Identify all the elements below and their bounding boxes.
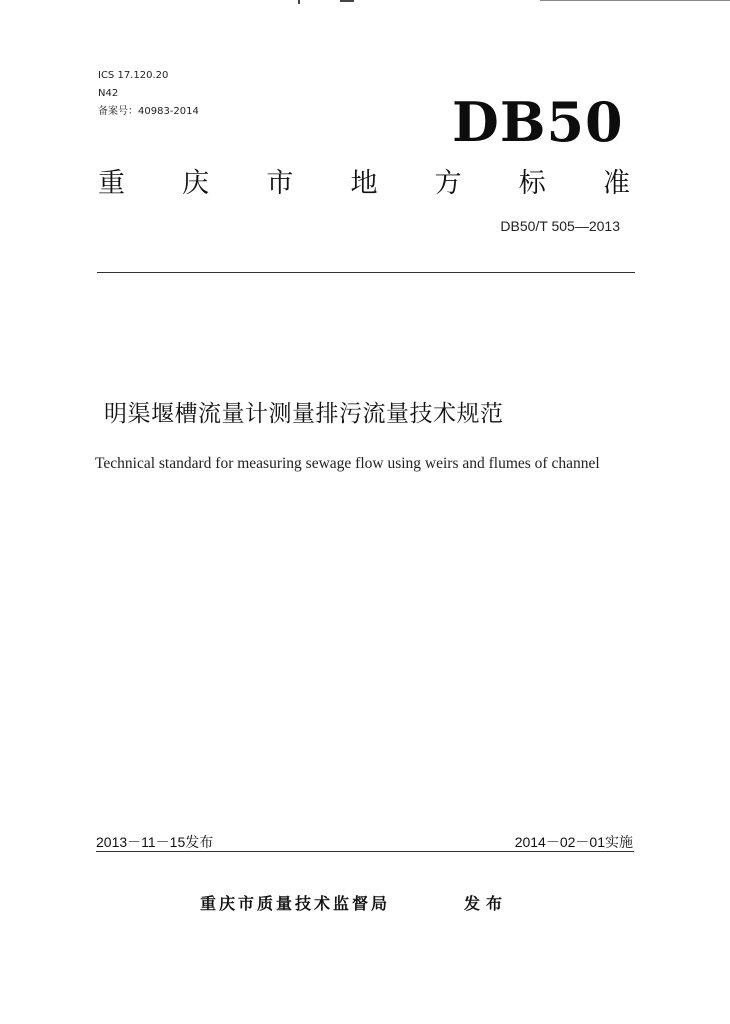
- heading-char: 地: [350, 168, 378, 199]
- standard-number: DB50/T 505—2013: [500, 218, 620, 234]
- classification-code: N42: [98, 88, 119, 99]
- heading-char: 标: [518, 168, 546, 199]
- scan-speck: [340, 0, 354, 2]
- heading-char: 市: [266, 168, 294, 199]
- standard-code-logo: DB50: [452, 90, 624, 154]
- issue-date: 2013－11－15发布: [96, 834, 214, 850]
- ics-code: ICS 17.120.20: [98, 70, 169, 81]
- heading-char: 方: [434, 168, 462, 199]
- scan-edge: [540, 0, 730, 1]
- heading-char: 庆: [182, 168, 210, 199]
- footer-divider: [96, 851, 634, 852]
- document-title-cn: 明渠堰槽流量计测量排污流量技术规范: [104, 401, 504, 427]
- standard-type-heading: [98, 166, 630, 202]
- header-divider: [97, 272, 635, 273]
- filing-number: 备案号：40983-2014: [98, 106, 199, 117]
- issue-label: 发布: [464, 894, 509, 913]
- scan-speck: [298, 0, 300, 4]
- implementation-date: 2014－02－01实施: [514, 834, 633, 850]
- document-title-en: Technical standard for measuring sewage flow using weirs and flumes of channel: [95, 455, 600, 472]
- heading-char: 准: [602, 168, 630, 199]
- issuing-authority: 重庆市质量技术监督局: [200, 894, 391, 913]
- metadata-block: [98, 67, 199, 121]
- heading-char: 重: [98, 168, 125, 199]
